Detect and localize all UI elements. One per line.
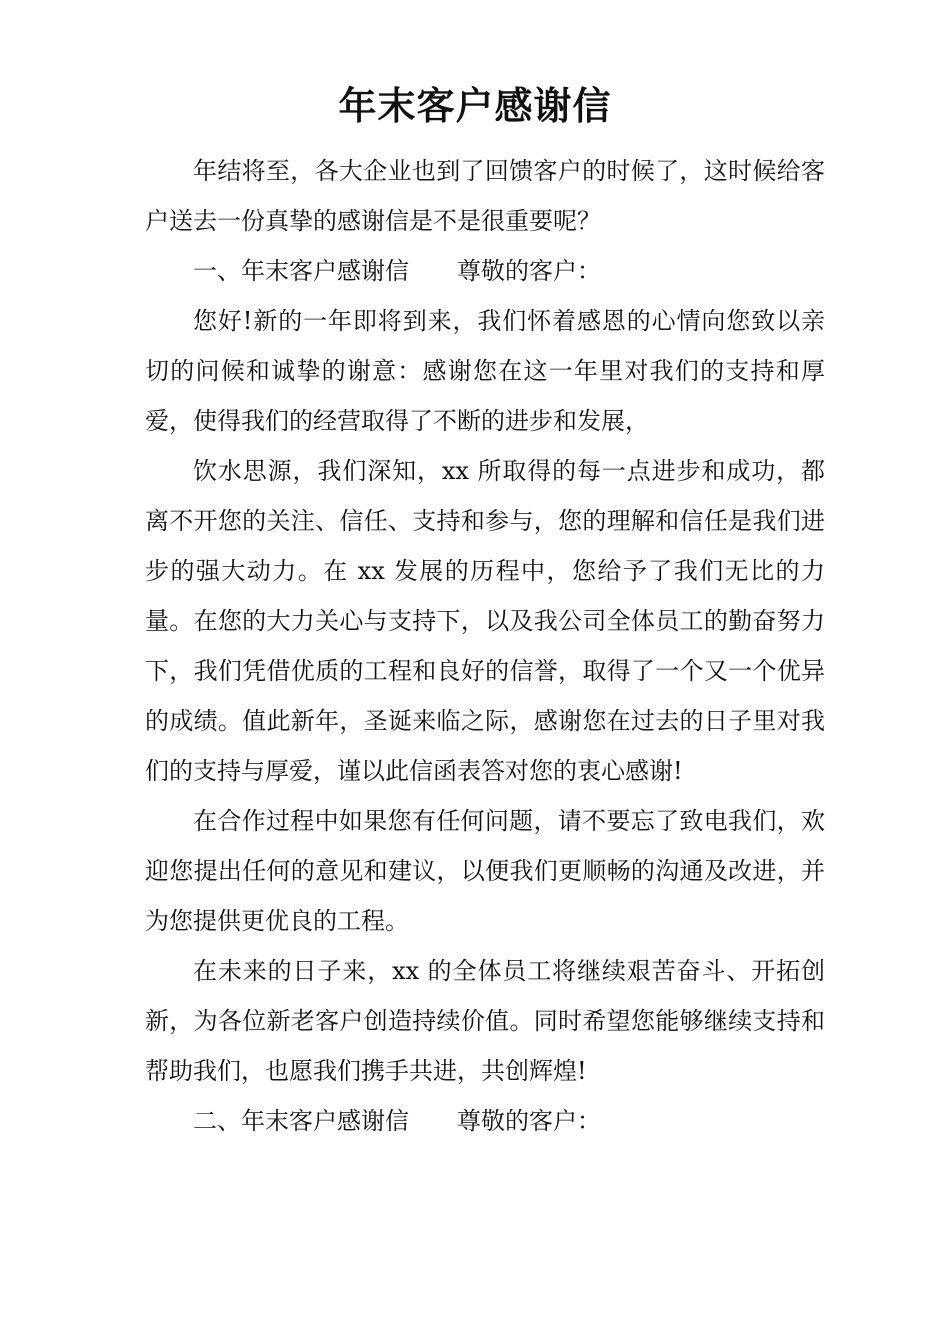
section-one-heading: 一、年末客户感谢信 尊敬的客户： <box>193 257 601 285</box>
document-title: 年末客户感谢信 <box>338 84 612 128</box>
intro-paragraph: 年结将至，各大企业也到了回馈客户的时候了，这时候给客户送去一份真挚的感谢信是不是很重要呢？ <box>145 157 825 235</box>
section-two-heading: 二、年末客户感谢信 尊敬的客户： <box>193 1107 601 1135</box>
contact-paragraph: 在合作过程中如果您有任何问题，请不要忘了致电我们，欢迎您提出任何的意见和建议，以便我们更顺畅的沟通及改进，并为您提供更优良的工程。 <box>145 807 825 935</box>
gratitude-paragraph: 饮水思源，我们深知，xx 所取得的每一点进步和成功，都离不开您的关注、信任、支持和参与，您的理解和信任是我们进步的强大动力。在 xx 发展的历程中，您给予了我们无比的力量。在您的大力关心与支持下，以及我公司全体员工的勤奋努力下，我们凭借优质的工程和良好的信誉，取得了一个又一个优异的成绩。值此新年，圣诞来临之际，感谢您在过去的日子里对我们的支持与厚爱，谨以此信函表答对您的衷心感谢! <box>145 457 825 785</box>
future-paragraph: 在未来的日子来，xx 的全体员工将继续艰苦奋斗、开拓创新，为各位新老客户创造持续价值。同时希望您能够继续支持和帮助我们，也愿我们携手共进，共创辉煌! <box>145 957 825 1085</box>
document-body <box>145 146 825 1146</box>
greeting-paragraph: 您好!新的一年即将到来，我们怀着感恩的心情向您致以亲切的问候和诚挚的谢意：感谢您在这一年里对我们的支持和厚爱，使得我们的经营取得了不断的进步和发展， <box>145 307 825 435</box>
